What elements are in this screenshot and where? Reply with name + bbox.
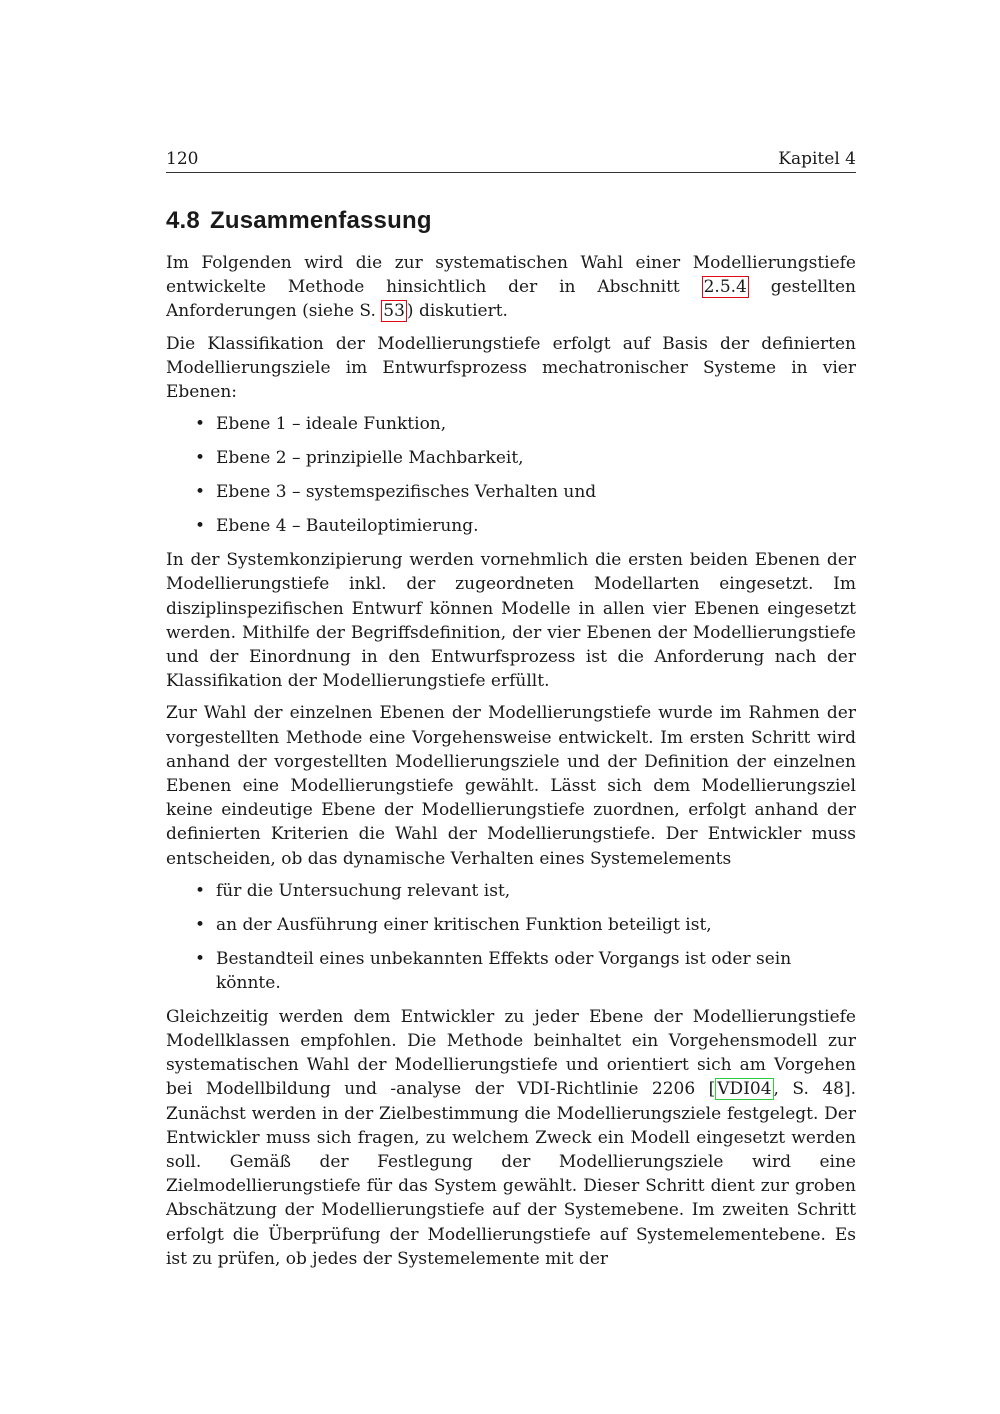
section-number: 4.8	[166, 207, 200, 234]
list-item: • Ebene 3 – systemspezifisches Verhalten und	[166, 480, 856, 504]
page-content	[166, 148, 856, 1279]
paragraph-1-text-a: Im Folgenden wird die zur systematischen Wahl einer Modellierungstiefe entwickelte Methode hinsichtlich der in Abschnitt	[166, 253, 856, 298]
paragraph-5-text-b: , S. 48]. Zunächst werden in der Zielbestimmung die Modellierungsziele festgelegt. Der Entwickler muss sich fragen, zu welchem Zweck ein Modell eingesetzt werden soll. Gemäß der Festlegung der Modellierungsziele wird eine Zielmodellierungstiefe für das System gewählt. Dieser Schritt dient zur groben Abschätzung der Modellierungstiefe auf der Systemebene. Im zweiten Schritt erfolgt die Überprüfung der Modellierungstiefe auf Systemelementebene. Es ist zu prüfen, ob jedes der Systemelemente mit der	[166, 1079, 856, 1269]
section-ref-link[interactable]: 2.5.4	[703, 277, 747, 298]
section-heading	[166, 207, 856, 235]
paragraph-1-text-b: gestellten Anforderungen (siehe S.	[166, 277, 856, 322]
running-head	[166, 148, 856, 173]
paragraph-1	[166, 251, 856, 324]
list-item: • für die Untersuchung relevant ist,	[166, 879, 856, 903]
list-item: • an der Ausführung einer kritischen Funktion beteiligt ist,	[166, 913, 856, 937]
chapter-label: Kapitel 4	[778, 149, 856, 169]
list-item: • Ebene 1 – ideale Funktion,	[166, 412, 856, 436]
citation-link[interactable]: VDI04	[717, 1079, 772, 1100]
paragraph-5-text-a: Gleichzeitig werden dem Entwickler zu jeder Ebene der Modellierungstiefe Modellklassen empfohlen. Die Methode beinhaltet ein Vorgehensmodell zur systematischen Wahl der Modellierungstiefe und orientiert sich am Vorgehen bei Modellbildung und -analyse der VDI-Richtlinie 2206 [	[166, 1006, 856, 1100]
section-title: Zusammenfassung	[209, 207, 432, 234]
page-ref-link[interactable]: 53	[383, 301, 405, 322]
paragraph-3: In der Systemkonzipierung werden vornehmlich die ersten beiden Ebenen der Modellierungstiefe inkl. der zugeordneten Modellarten eingesetzt. Im disziplinspezifischen Entwurf können Modelle in allen vier Ebenen eingesetzt werden. Mithilfe der Begriffsdefinition, der vier Ebenen der Modellierungstiefe und der Einordnung in den Entwurfsprozess ist die Anforderung nach der Klassifikation der Modellierungstiefe erfüllt.	[166, 550, 856, 692]
list-item: • Ebene 4 – Bauteiloptimierung.	[166, 514, 856, 538]
list-item: • Bestandteil eines unbekannten Effekts oder Vorgangs ist oder sein könnte.	[166, 947, 856, 995]
paragraph-4: Zur Wahl der einzelnen Ebenen der Modellierungstiefe wurde im Rahmen der vorgestellten Methode eine Vorgehensweise entwickelt. Im ersten Schritt wird anhand der vorgestellten Modellierungsziele und der Definition der einzelnen Ebenen eine Modellierungstiefe gewählt. Lässt sich dem Modellierungsziel keine eindeutige Ebene der Modellierungstiefe zuordnen, erfolgt anhand der definierten Kriterien die Wahl der Modellierungstiefe. Der Entwickler muss entscheiden, ob das dynamische Verhalten eines Systemelements	[166, 703, 856, 869]
level-list	[166, 412, 856, 538]
list-item: • Ebene 2 – prinzipielle Machbarkeit,	[166, 446, 856, 470]
paragraph-1-text-c: ) diskutiert.	[406, 301, 508, 322]
paragraph-2: Die Klassifikation der Modellierungstiefe erfolgt auf Basis der definierten Modellierungsziele im Entwurfsprozess mechatronischer Systeme in vier Ebenen:	[166, 333, 856, 403]
criteria-list	[166, 879, 856, 995]
page-number: 120	[166, 149, 199, 169]
paragraph-5	[166, 1005, 856, 1271]
